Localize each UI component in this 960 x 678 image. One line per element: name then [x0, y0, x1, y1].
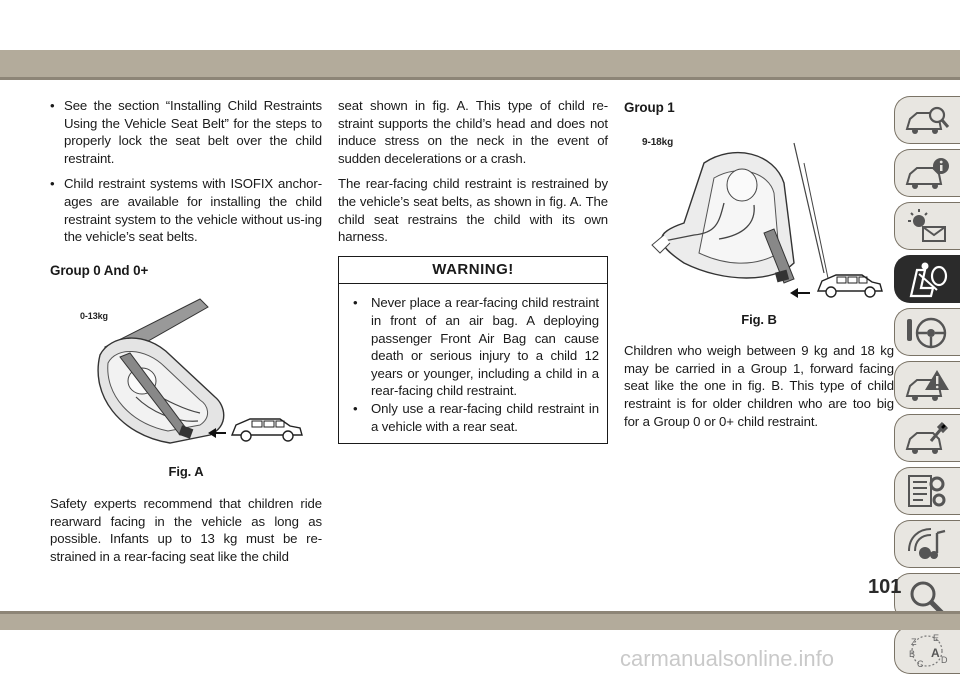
tab-car-warning[interactable] [894, 361, 960, 409]
tab-index[interactable] [894, 626, 960, 674]
bottom-band [0, 614, 960, 630]
page-number: 101 [868, 576, 902, 598]
figure-caption-b: Fig. B [741, 311, 777, 327]
svg-text:B: B [909, 649, 916, 659]
figure-a [50, 285, 322, 481]
column-right [624, 97, 894, 438]
top-band-line [0, 77, 960, 80]
svg-text:E: E [933, 633, 940, 643]
svg-text:D: D [941, 655, 948, 665]
top-margin [0, 0, 960, 50]
svg-text:A: A [931, 646, 940, 660]
body-paragraph: Children who weigh between 9 kg and 18 kg may be carried in a Group 1, forward facing seat like the one in fig. B. This type of child restraint is for older children who are too big for a Group 0 or 0+ child restraint. [624, 343, 894, 429]
body-paragraph: seat shown in fig. A. This type of child re-straint supports the child’s head and does not induce stress on the neck in the event of sudden decelerations or a crash. [338, 98, 608, 166]
section-heading-group-1: Group 1 [624, 100, 675, 115]
figure-caption-a: Fig. A [168, 464, 204, 480]
svg-text:Z: Z [911, 637, 917, 647]
tab-car-magnifier[interactable] [894, 96, 960, 144]
warning-box [338, 256, 608, 444]
multimedia-music-icon [903, 525, 951, 565]
tab-steering[interactable] [894, 308, 960, 356]
chapter-tabs [894, 96, 960, 678]
warning-body [339, 284, 607, 443]
bullet-item: • Child restraint systems with ISOFIX anchor-ages are available for installing the child restraint system to the vehicle without us-ing the vehicle’s seat belts. [50, 175, 322, 245]
steering-wheel-key-icon [903, 313, 951, 353]
car-wrench-icon [903, 419, 951, 459]
warning-item: • Only use a rear-facing child restraint in a vehicle with a rear seat. [347, 400, 599, 435]
column-middle [338, 97, 608, 444]
tab-car-info[interactable] [894, 149, 960, 197]
body-paragraph: Safety experts recommend that children ride rearward facing in the vehicle as long as possible. Infants up to 13 kg must be re-strained in a rear-facing seat like the child [50, 495, 322, 564]
section-heading-group-0: Group 0 And 0+ [50, 262, 149, 278]
figure-b [624, 123, 894, 329]
svg-text:C: C [917, 659, 924, 669]
tab-multimedia[interactable] [894, 520, 960, 568]
alphabet-index-icon [903, 631, 951, 671]
fig-b-weight-label: 9-18kg [642, 136, 674, 148]
tab-warning-lights[interactable] [894, 202, 960, 250]
bullet-item: • See the section “Installing Child Restraints Using the Vehicle Seat Belt” for the steps to properly lock the seat belt over the child restraint. [50, 97, 322, 167]
tab-car-wrench[interactable] [894, 414, 960, 462]
forward-facing-seat-illustration [624, 123, 894, 309]
fig-a-weight-label: 0-13kg [80, 311, 108, 322]
tab-checklist[interactable] [894, 467, 960, 515]
checklist-gear-icon [903, 472, 951, 512]
seat-airbag-icon [903, 260, 951, 300]
car-magnifier-icon [903, 101, 951, 141]
warning-item: • Never place a rear-facing child restraint in front of an air bag. A deploying passenger Front Air Bag can cause death or serious injury to a child 12 years or younger, including a child in a rear-facing child restraint. [347, 294, 599, 400]
car-side-icon [818, 275, 882, 297]
car-side-icon [232, 419, 302, 441]
warning-lights-message-icon [903, 207, 951, 247]
column-left [50, 97, 322, 573]
tab-seat-airbag[interactable] [894, 255, 960, 303]
warning-title: WARNING! [339, 257, 607, 285]
rear-facing-seat-illustration [50, 285, 322, 461]
car-info-icon [903, 154, 951, 194]
body-paragraph: The rear-facing child restraint is restrained by the vehicle’s seat belts, as shown in fig. A. The child seat restrains the child with its own harness. [338, 176, 608, 245]
watermark: carmanualsonline.info [620, 646, 835, 671]
car-warning-triangle-icon [903, 366, 951, 406]
top-band [0, 50, 960, 77]
